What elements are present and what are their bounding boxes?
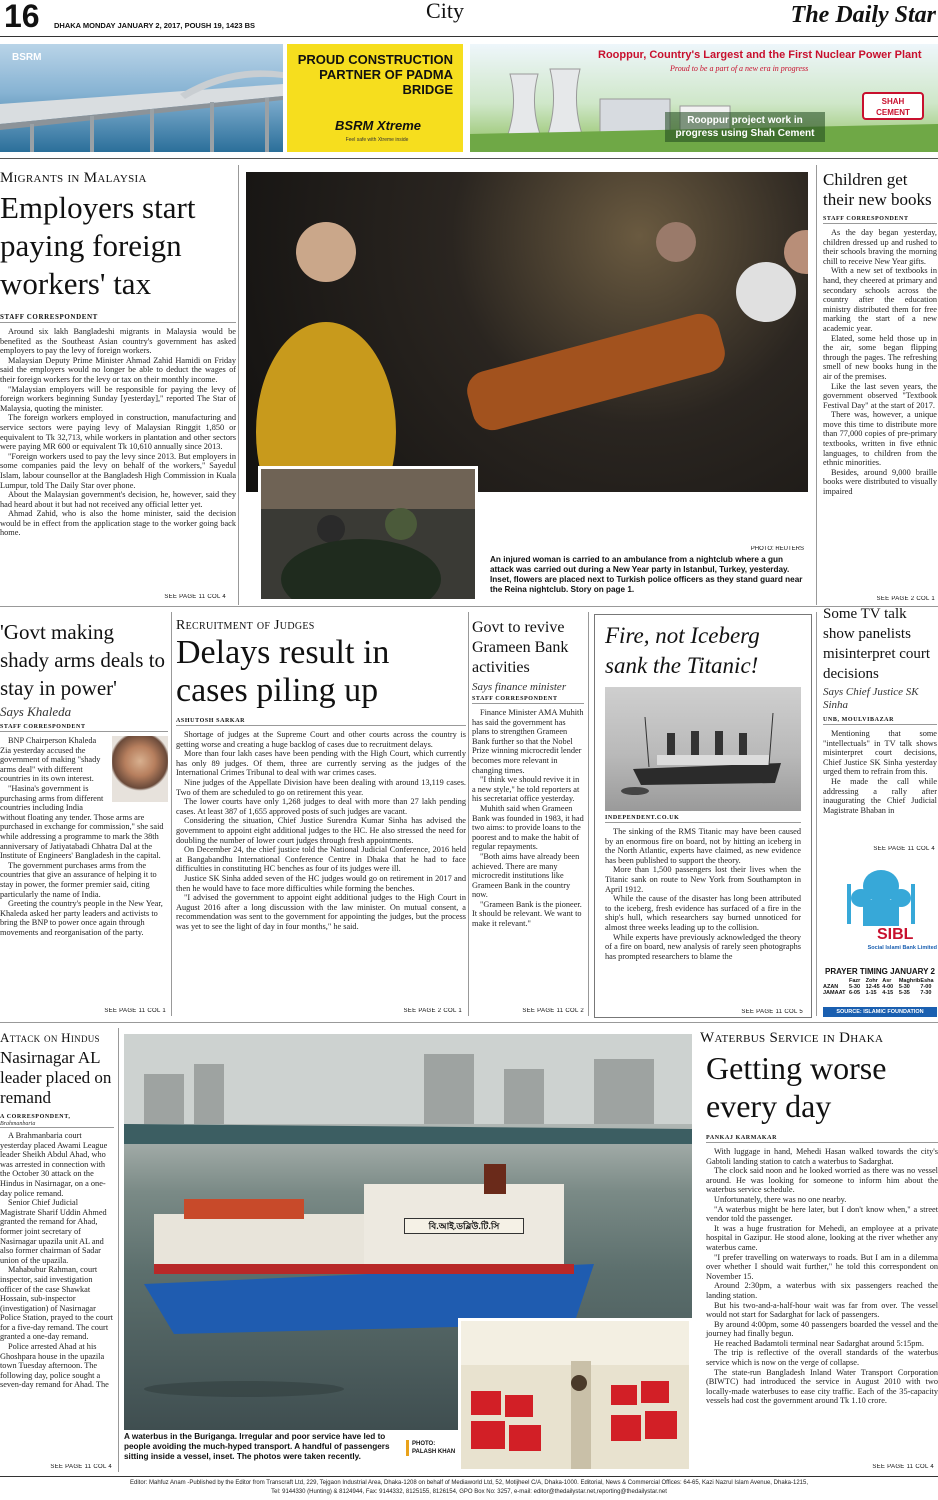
- kicker: Migrants in Malaysia: [0, 170, 147, 186]
- paragraph: Mahabubur Rahman, court inspector, said investigation officer of the case Shawkat Hossain, sub-inspector (investigation) of Nasirnagar Police Station, prayed to the court for a five-day remand. The court granted a one-day remand.: [0, 1265, 113, 1342]
- cell: 7-00: [920, 984, 932, 990]
- dateline: DHAKA MONDAY JANUARY 2, 2017, POUSH 19, 1423 BS: [54, 21, 256, 30]
- paragraph: There was, however, a unique move this time to distribute more than 77,000 copies of pre-primary textbooks, written in five ethnic languages, to children from the ethnic minorities.: [823, 410, 937, 468]
- shah-subhead: Proud to be a part of a new era in progress: [670, 64, 809, 73]
- mosque-icon: [823, 856, 937, 936]
- paragraph: Malaysian Deputy Prime Minister Ahmad Zahid Hamidi on Friday said the employers would no longer be able to deduct the wages of their foreign workers for the levy or tax on their monthly income.: [0, 355, 236, 384]
- byline: [0, 1114, 114, 1121]
- story-body: [472, 708, 584, 929]
- paragraph: Justice SK Sinha added seven of the HC judges would go on retirement in 2017 and then he would have to face more difficulties while forming the benches.: [176, 873, 466, 893]
- paragraph: By around 4:00pm, some 40 passengers boarded the vessel and the journey had finally begun.: [706, 1319, 938, 1339]
- headline: Getting worse every day: [706, 1050, 887, 1124]
- see-page: SEE PAGE 11 COL 1: [104, 1008, 166, 1014]
- cell: 7-30: [920, 990, 932, 996]
- boat-sign: বি.আই.ডব্লিউ.টি.সি: [404, 1218, 524, 1234]
- titanic-photo: [605, 687, 801, 811]
- khaleda-portrait: [112, 736, 168, 802]
- waterbus-interior: [461, 1321, 689, 1469]
- cell: 12-45: [865, 984, 880, 990]
- paragraph: But his two-and-a-half-hour wait was far from over. The vessel would not start for Sadarghat for lack of passengers.: [706, 1300, 938, 1320]
- byline: STAFF CORRESPONDENT: [823, 216, 937, 224]
- main-photo: [246, 172, 808, 492]
- paragraph: With luggage in hand, Mehedi Hasan walked towards the city's Gabtoli landing station to catch a waterbus to Sadarghat.: [706, 1147, 938, 1166]
- see-page: SEE PAGE 11 COL 4: [872, 1464, 934, 1470]
- footer: [0, 1479, 938, 1499]
- paragraph: "I prefer travelling on waterways to roads. But I am in a dilemma over whether I should wait further," he told this correspondent on November 15.: [706, 1252, 938, 1281]
- paragraph: "Malaysian employers will be responsible for paying the levy of foreign workers beginning Sunday [yesterday]," reported The Star of Malaysia, quoting the minister.: [0, 384, 236, 413]
- row-label: JAMAAT: [823, 990, 846, 996]
- story-body: [706, 1147, 938, 1406]
- see-page: SEE PAGE 11 COL 2: [522, 1008, 584, 1014]
- paragraph: On December 24, the chief justice told the National Judicial Conference, 2016 held at Bangabandhu International Conference Centre in Dhaka that he had to face difficulties in constituting HC benches as four of its judges were ill.: [176, 845, 466, 874]
- inset-photo: [258, 466, 478, 602]
- photo-scene: [246, 172, 808, 492]
- footer-line-2: Tel: 9144330 (Hunting) & 8124944, Fax: 9144332, 8125155, 8126154, GPO Box No: 3257, e-mail: editor@thedailystar.net,reporting@thedailystar.net: [271, 1489, 667, 1495]
- section-title: City: [426, 0, 464, 23]
- paragraph: Around 2:30pm, a waterbus with six passengers reached the landing station.: [706, 1281, 938, 1300]
- headline: Govt to revive Grameen Bank activities: [472, 619, 569, 676]
- story-body: [0, 327, 236, 538]
- paragraph: Shortage of judges at the Supreme Court and other courts across the country is getting worse and creating a huge backlog of cases due to recruitment delays.: [176, 730, 466, 749]
- deck: Says Khaleda: [0, 704, 72, 719]
- headline: Children get their new books: [823, 170, 932, 209]
- cell: 4-15: [882, 990, 894, 996]
- paragraph: He made the call while addressing a rally after inaugurating the Chief Judicial Magistrate Bhaban in: [823, 776, 937, 815]
- ad-bsrm-photo: [0, 44, 283, 152]
- see-page: SEE PAGE 2 COL 1: [403, 1008, 462, 1014]
- headline: Delays result in cases piling up: [176, 634, 390, 709]
- paragraph: More than four lakh cases have been pending with the High Court, which currently has only 89 judges. Of them, three are currently serving as the judges of the International Crimes Tribunal to deal with war crimes cases.: [176, 749, 466, 778]
- story-body: [823, 729, 937, 815]
- bridge-illustration: [0, 44, 283, 152]
- inset-scene: [261, 469, 475, 599]
- column-rule: [816, 165, 817, 605]
- page-number: 16: [4, 0, 40, 34]
- cell: 6-05: [849, 990, 861, 996]
- paragraph: With a new set of textbooks in hand, they cheered at primary and secondary schools across the country after the education ministry distributed them for free marking the start of a new academic year.: [823, 266, 937, 333]
- photo-credit: [406, 1440, 456, 1456]
- ad-bsrm-panel: [287, 44, 463, 152]
- byline: STAFF CORRESPONDENT: [472, 696, 584, 704]
- paragraph: "Both aims have already been achieved. There are many microcredit institutions like Grameen Bank in the country now.: [472, 851, 580, 900]
- footer-rule: [0, 1476, 938, 1477]
- story-khaleda: [0, 618, 168, 1014]
- kicker: Recruitment of Judges: [176, 618, 315, 633]
- shah-headline: Rooppur, Country's Largest and the First Nuclear Power Plant: [598, 49, 922, 61]
- story-body: [605, 827, 801, 961]
- header-cell: Fazr: [849, 978, 861, 984]
- footer-line-1: Editor: Mahfuz Anam -Published by the Editor from Transcraft Ltd, 229, Tejgaon Industrial Area, Dhaka-1208 on behalf of Mediaworld Ltd, 52, Motijheel C/A, Dhaka-1000. Editorial, News & Commercial Offices: 64-65, Kazi Nazrul Islam Avenue, Dhaka-1215,: [129, 1480, 809, 1486]
- story-titanic: [594, 614, 812, 1018]
- titanic-ship: [605, 687, 801, 811]
- see-page: SEE PAGE 11 COL 4: [164, 594, 226, 600]
- story-body: [823, 228, 937, 497]
- bsrm-headline: PROUD CONSTRUCTION PARTNER OF PADMA BRIDGE: [297, 52, 453, 97]
- deck: Says Chief Justice SK Sinha: [823, 686, 919, 711]
- bank-logo: SIBL: [877, 926, 914, 943]
- paragraph: The foreign workers employed in construction, manufacturing and service sectors were paying levy of Malaysian Ringgit 1,850 or equivalent to Tk 32,713, while workers in plantation and other sectors were paying MR 600 or equivalent Tk 10,610 annually since 2013.: [0, 413, 236, 452]
- ads-rule: [0, 158, 938, 159]
- paragraph: The clock said noon and he looked worried as there was no vessel around. He was looking for someone to inform him about the waterbus service schedule.: [706, 1166, 938, 1195]
- headline: Some TV talk show panelists misinterpret court decisions: [823, 606, 931, 682]
- paragraph: Police arrested Ahad at his Ghoshpara house in the upazila town Tuesday afternoon. The following day, police sought a seven-day remand for Ahad. The: [0, 1342, 109, 1390]
- row-label: AZAN: [823, 984, 839, 990]
- paragraph: Elated, some held those up in the air, some began flipping through the pages. The refreshing smell of new books hung in the air of the premises.: [823, 333, 937, 381]
- headline: Nasirnagar AL leader placed on remand: [0, 1048, 112, 1107]
- prayer-table: [823, 978, 937, 996]
- paragraph: BNP Chairperson Khaleda Zia yesterday accused the government of making "shady arms deal" with different countries in its own interest.: [0, 736, 101, 784]
- ad-shah: [470, 44, 938, 152]
- cell: 5-30: [849, 984, 861, 990]
- kicker: Waterbus Service in Dhaka: [700, 1030, 884, 1046]
- paragraph: "I advised the government to appoint eight additional judges to the High Court in August 2016 after a long discussion with the law minister. On mutual consent, a recommendation was sent to the government for appointing the judges, but the process was yet to see the light of day in four months," he said.: [176, 893, 466, 931]
- byline: STAFF CORRESPONDENT: [0, 313, 236, 323]
- story-body: [176, 730, 466, 931]
- paragraph: More than 1,500 passengers lost their lives when the Titanic sank on route to New York from Southampton in April 1912.: [605, 865, 801, 894]
- column-rule: [171, 612, 172, 1016]
- byline-place: Brahmanbaria: [0, 1121, 114, 1128]
- section-rule: [0, 1022, 938, 1023]
- masthead: [0, 0, 938, 40]
- photo-credit: PHOTO: REUTERS: [750, 546, 804, 552]
- paragraph: Nine judges of the Appellate Division have been dealing with around 13,119 cases. Two of them are scheduled to go on retirement this year.: [176, 777, 466, 797]
- paragraph: The state-run Bangladesh Inland Water Transport Corporation (BIWTC) had introduced the service in August 2010 with two locally-made waterbuses to ease city traffic. Each of the 35-capacity vessels had cost the government around Tk 1.10 crore.: [706, 1367, 938, 1406]
- byline: ASHUTOSH SARKAR: [176, 718, 466, 726]
- cell: 1-15: [865, 990, 877, 996]
- shah-body: Rooppur project work in progress using Shah Cement: [665, 112, 825, 142]
- story-grameen: [472, 618, 584, 1014]
- paragraph: "Hasina's government is purchasing arms from different countries including India without floating any tender. Those arms are purchased in exchange for commission," she said while addressing a programme to mark the 38th anniversary of Jatiyatabadi Chhatra Dal at the Institute of Engineers' Bangladesh in the capital.: [0, 783, 164, 861]
- prayer-source: SOURCE: ISLAMIC FOUNDATION: [823, 1007, 937, 1017]
- inset-photo: [458, 1318, 692, 1472]
- paragraph: Unfortunately, there was no one nearby.: [714, 1194, 847, 1204]
- paragraph: As the day began yesterday, children dressed up and rushed to their schools braving the morning chill to receive New Year gifts.: [823, 228, 937, 266]
- section-rule: [0, 606, 938, 607]
- paragraph: Considering the situation, Chief Justice Surendra Kumar Sinha has advised the government to appoint eight additional judges to the HC. He also stressed the need for doubling the number of lower court judges through fresh appointments.: [176, 816, 466, 845]
- paragraph: Like the last seven years, the government observed "Textbook Festival Day" at the start of 2017.: [823, 381, 937, 410]
- paragraph: Around six lakh Bangladeshi migrants in Malaysia would be benefited as the Southeast Asian country's government has asked employers to pay the levy of foreign workers.: [0, 327, 236, 356]
- see-page: SEE PAGE 11 COL 4: [873, 846, 935, 852]
- header-cell: Esha: [920, 978, 934, 984]
- prayer-ad: [823, 856, 937, 1018]
- headline: Employers start paying foreign workers' tax: [0, 190, 196, 301]
- paragraph: Senior Chief Judicial Magistrate Sharif Uddin Ahmed granted the remand for Ahad, former joint secretary of Nasirnagar upazila unit AL and also former chairman of Sadar union of the upazila.: [0, 1198, 107, 1265]
- paragraph: "A waterbus might be here later, but I don't know when," a street vendor told the passenger.: [706, 1204, 938, 1224]
- bsrm-product: BSRM Xtreme: [335, 118, 421, 133]
- story-waterbus: [700, 1030, 938, 1470]
- paragraph: Finance Minister AMA Muhith has said the government has plans to strengthen Grameen Bank further so that the Nobel Prize winning microcredit lender becomes more relevant in changing times.: [472, 708, 584, 775]
- story-judges: [176, 618, 466, 1014]
- jamaat-row: [823, 990, 937, 996]
- story-nasirnagar: [0, 1030, 114, 1470]
- story-books: [823, 170, 937, 602]
- masthead-rule: [0, 36, 938, 37]
- paragraph: The government purchases arms from the countries that give an assurance of helping it to stay in power, the former premier said, citing particularly the name of India.: [0, 860, 157, 899]
- column-rule: [238, 165, 239, 605]
- byline-name: A CORRESPONDENT,: [0, 1114, 71, 1120]
- headline: Fire, not Iceberg sank the Titanic!: [605, 623, 760, 678]
- istanbul-photo: [246, 172, 808, 602]
- paragraph: While experts have previously acknowledged the theory of a fire on board, new analysis of rarely seen photographs has prompted researchers to blame the: [605, 932, 801, 961]
- paragraph: Ahmad Zahid, who is also the home minister, said the decision would be in effect from the application stage to the worker going back home.: [0, 509, 236, 538]
- header-cell: Zohr: [865, 978, 878, 984]
- paper-name: The Daily Star: [790, 2, 936, 28]
- credit-name: PALASH KHAN: [412, 1449, 456, 1455]
- byline: STAFF CORRESPONDENT: [0, 724, 168, 732]
- byline: UNB, MOULVIBAZAR: [823, 717, 937, 725]
- header-cell: Asr: [882, 978, 892, 984]
- byline: PANKAJ KARMAKAR: [706, 1135, 938, 1143]
- photo-caption: An injured woman is carried to an ambulance from a nightclub where a gun attack was carried out during a New Year party in Istanbul, Turkey, yesterday. Inset, flowers are placed next to Turkish police officers as they stand guard near the Reina nightclub. Story on page 1.: [490, 555, 803, 594]
- cell: 5-35: [898, 990, 910, 996]
- column-rule: [118, 1028, 119, 1472]
- kicker: Attack on Hindus: [0, 1030, 100, 1045]
- header-cell: Maghrib: [898, 978, 921, 984]
- paragraph: Muhith said when Grameen Bank was founded in 1983, it had two aims: to provide loans to the poorest and to make the habit of regular repayments.: [472, 803, 584, 852]
- byline: INDEPENDENT.CO.UK: [605, 815, 801, 823]
- paragraph: He reached Badamtoli terminal near Sadarghat around 5:15pm.: [714, 1338, 924, 1348]
- bsrm-logo: BSRM: [12, 52, 42, 63]
- credit-label: PHOTO:: [412, 1441, 436, 1447]
- paragraph: While the cause of the disaster has long been attributed to the iceberg, fresh evidence has surfaced of a fire in the ship's hull, which researchers say burned unnoticed for almost three weeks leading up to the collision.: [605, 894, 801, 932]
- story-tvtalk: [823, 604, 937, 852]
- paragraph: It was a huge frustration for Mehedi, an employee at a private hospital in Gazipur. He stood alone, looking at the river whether any waterbus came.: [706, 1223, 938, 1252]
- paragraph: A Brahmanbaria court yesterday placed Awami League leader Sheikh Abdul Ahad, who was arrested in connection with the October 30 attack on the Hindus in Nasirnagar, on a one-day police remand.: [0, 1131, 108, 1198]
- waterbus-photo: [124, 1034, 692, 1472]
- bank-full-name: Social Islami Bank Limited: [867, 945, 937, 951]
- column-rule: [816, 612, 817, 1016]
- cell: 5-30: [898, 984, 910, 990]
- photo-caption: A waterbus in the Buriganga. Irregular and poor service have led to people avoiding the much-hyped transport. A handful of passengers sitting inside a vessel, inset. The photos were taken recently.: [124, 1432, 390, 1461]
- paragraph: The sinking of the RMS Titanic may have been caused by an enormous fire on board, not by hitting an iceberg in the North Atlantic, experts have claimed, as new evidence has been published to support the theory.: [605, 827, 801, 865]
- paragraph: "Grameen Bank is the pioneer. It should be relevant. We want to make it relevant.": [472, 899, 582, 929]
- paragraph: Greeting the country's people in the New Year, Khaleda asked her party leaders and activists to bring the BNP to power once again through movements and reorganisation of the party.: [0, 899, 163, 937]
- paragraph: "Foreign workers used to pay the levy since 2013. But employers in some companies paid the levy on behalf of the workers," Sayedul Islam, labour counsellor at the Bangladesh High Commission in Kuala Lumpur, told The Daily Star over phone.: [0, 451, 236, 490]
- cell: 4-00: [882, 984, 894, 990]
- prayer-title: PRAYER TIMING JANUARY 2: [825, 967, 935, 976]
- paragraph: The lower courts have only 1,268 judges to deal with more than 27 lakh pending cases. At least 387 of 1,655 approved posts of such judges are vacant.: [176, 797, 466, 816]
- story-migrants: [0, 170, 236, 602]
- shah-logo: SHAH CEMENT: [862, 92, 924, 120]
- paragraph: Besides, around 9,000 braille books were distributed to visually impaired: [823, 467, 937, 497]
- deck: Says finance minister: [472, 681, 567, 693]
- column-rule: [588, 612, 589, 1016]
- paragraph: About the Malaysian government's decision, he, however, said they had heard about it but had not received any official letter yet.: [0, 490, 236, 509]
- paragraph: "I think we should revive it in a new style," he told reporters at his secretariat office yesterday.: [472, 775, 580, 804]
- bsrm-tagline: Feel safe with Xtreme inside: [345, 137, 409, 143]
- paragraph: The trip is reflective of the overall standards of the waterbus service which is now on the verge of collapse.: [706, 1348, 938, 1368]
- see-page: SEE PAGE 2 COL 1: [876, 596, 935, 602]
- story-body: [0, 1131, 114, 1390]
- see-page: SEE PAGE 11 COL 5: [741, 1009, 803, 1015]
- see-page: SEE PAGE 11 COL 4: [50, 1464, 112, 1470]
- headline: 'Govt making shady arms deals to stay in power': [0, 620, 166, 700]
- column-rule: [468, 612, 469, 1016]
- paragraph: Mentioning that some "intellectuals" in TV talk shows misinterpret court decisions, Chief Justice SK Sinha yesterday urged them to refrain from this.: [823, 729, 937, 777]
